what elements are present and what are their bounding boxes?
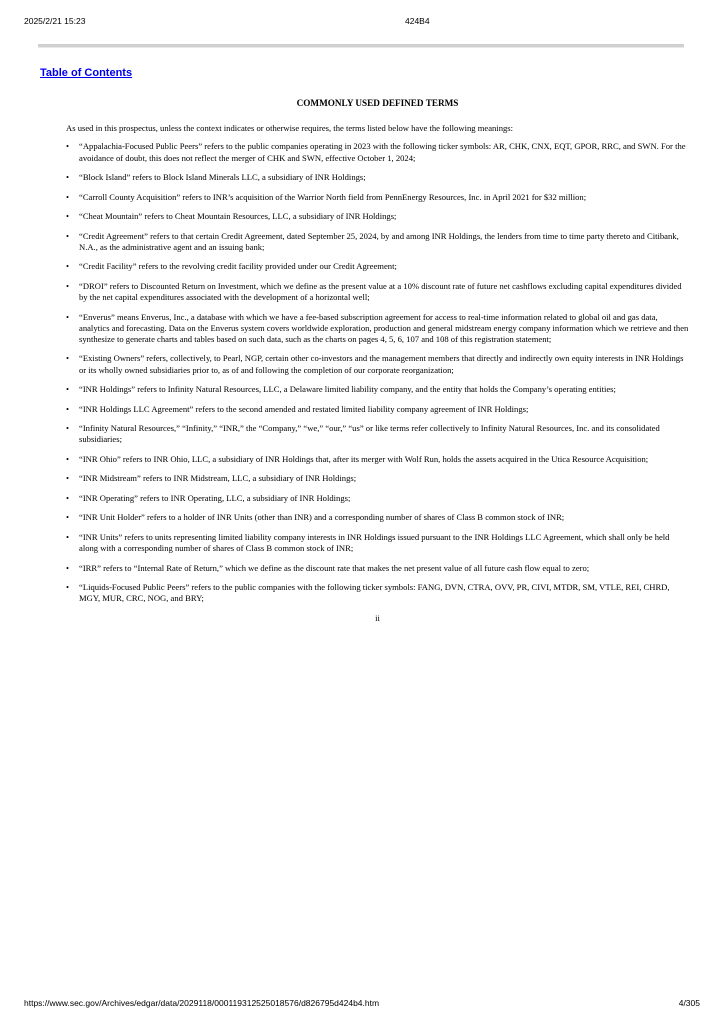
bullet-icon: • xyxy=(66,191,70,202)
bullet-icon: • xyxy=(66,403,70,414)
term-item xyxy=(66,353,689,375)
intro-paragraph: As used in this prospectus, unless the context indicates or otherwise requires, the terms listed below have the following meanings: xyxy=(66,123,514,134)
term-item xyxy=(66,172,689,183)
print-datetime: 2025/2/21 15:23 xyxy=(24,16,86,26)
bullet-icon: • xyxy=(66,492,70,503)
term-text: “Carroll County Acquisition” refers to INR’s acquisition of the Warrior North field from PennEnergy Resources, Inc. in April 2021 for $32 million; xyxy=(79,191,587,202)
header-divider xyxy=(38,44,684,48)
print-doc-id: 424B4 xyxy=(405,16,430,26)
bullet-icon: • xyxy=(66,582,70,593)
term-text: “IRR” refers to “Internal Rate of Return,” which we define as the discount rate that makes the net present value of all future cash flow equal to zero; xyxy=(79,562,590,573)
term-item xyxy=(66,312,689,346)
term-text: “Liquids-Focused Public Peers” refers to the public companies with the following ticker symbols: FANG, DVN, CTRA, OVV, PR, CIVI, MTDR, SM, VTLE, REI, CHRD, MGY, MUR, CRC, NOG, and BRY; xyxy=(79,582,670,604)
table-of-contents-link[interactable]: Table of Contents xyxy=(40,67,133,79)
section-title: COMMONLY USED DEFINED TERMS xyxy=(296,98,459,108)
term-item xyxy=(66,384,689,395)
bullet-icon: • xyxy=(66,453,70,464)
bullet-icon: • xyxy=(66,230,70,241)
print-url: https://www.sec.gov/Archives/edgar/data/2029118/000119312525018576/d826795d424b4.htm xyxy=(24,998,380,1008)
term-text: “Block Island” refers to Block Island Minerals LLC, a subsidiary of INR Holdings; xyxy=(79,172,366,183)
term-text: “Credit Facility” refers to the revolving credit facility provided under our Credit Agreement; xyxy=(79,261,397,272)
term-item xyxy=(66,192,689,203)
term-item xyxy=(66,281,689,303)
term-text: “INR Unit Holder” refers to a holder of INR Units (other than INR) and a corresponding number of shares of Class B common stock of INR; xyxy=(79,512,565,523)
print-page-count: 4/305 xyxy=(678,998,700,1008)
term-item xyxy=(66,563,689,574)
bullet-icon: • xyxy=(66,473,70,484)
term-item xyxy=(66,454,689,465)
term-text: “Existing Owners” refers, collectively, to Pearl, NGP, certain other co-investors and the management members that directly and indirectly own equity interests in INR Holdings or its wholly owned subsidiaries prior to, as of and following the completion of our corporate reorganization; xyxy=(79,353,684,375)
term-text: “Infinity Natural Resources,” “Infinity,” “INR,” the “Company,” “we,” “our,” “us” or like terms refer collectively to Infinity Natural Resources, Inc. and its consolidated subsidiaries; xyxy=(79,423,660,445)
term-text: “INR Holdings” refers to Infinity Natural Resources, LLC, a Delaware limited liability company, and the entity that holds the Company’s operating entities; xyxy=(79,384,616,395)
defined-terms-list xyxy=(66,141,689,604)
term-text: “Credit Agreement” refers to that certain Credit Agreement, dated September 25, 2024, by and among INR Holdings, the lenders from time to time party thereto and Citibank, N.A., as the administrative agent and an issuing bank; xyxy=(79,230,679,252)
bullet-icon: • xyxy=(66,172,70,183)
document-body xyxy=(66,98,689,624)
bullet-icon: • xyxy=(66,423,70,434)
term-text: “DROI” refers to Discounted Return on Investment, which we define as the present value at a 10% discount rate of future net cashflows excluding capital expenditures divided by the net capital expenditures associated with the development of a horizontal well; xyxy=(79,280,682,303)
term-item xyxy=(66,404,689,415)
term-item xyxy=(66,473,689,484)
browser-print-header xyxy=(24,16,700,30)
bullet-icon: • xyxy=(66,280,70,291)
browser-print-footer xyxy=(24,998,700,1012)
bullet-icon: • xyxy=(66,384,70,395)
bullet-icon: • xyxy=(66,353,70,364)
term-text: “INR Holdings LLC Agreement” refers to the second amended and restated limited liability company agreement of INR Holdings; xyxy=(79,403,529,414)
bullet-icon: • xyxy=(66,311,70,322)
term-text: “INR Units” refers to units representing limited liability company interests in INR Holdings issued pursuant to the INR Holdings LLC Agreement, which shall only be held along with a corresponding number of shares of Class B common stock of INR; xyxy=(79,531,670,554)
term-text: “INR Midstream” refers to INR Midstream, LLC, a subsidiary of INR Holdings; xyxy=(79,473,357,484)
term-text: “INR Ohio” refers to INR Ohio, LLC, a subsidiary of INR Holdings that, after its merger with Wolf Run, holds the assets acquired in the Utica Resource Acquisition; xyxy=(79,453,649,464)
bullet-icon: • xyxy=(66,562,70,573)
bullet-icon: • xyxy=(66,211,70,222)
term-item xyxy=(66,582,689,604)
term-item xyxy=(66,261,689,272)
bullet-icon: • xyxy=(66,531,70,542)
bullet-icon: • xyxy=(66,141,70,152)
term-text: “Appalachia-Focused Public Peers” refers to the public companies operating in 2023 with the following ticker symbols: AR, CHK, CNX, EQT, GPOR, RRC, and SWN. For the avoidance of doubt, this does not reflect the merger of CHK and SWN, effective October 1, 2024; xyxy=(79,141,686,163)
page-number: ii xyxy=(375,612,380,623)
term-item xyxy=(66,231,689,253)
term-item xyxy=(66,532,689,554)
term-text: “Cheat Mountain” refers to Cheat Mountain Resources, LLC, a subsidiary of INR Holdings; xyxy=(79,211,397,222)
term-item xyxy=(66,493,689,504)
term-item xyxy=(66,211,689,222)
term-text: “Enverus” means Enverus, Inc., a database with which we have a fee-based subscription agreement for access to real-time information related to global oil and gas data, analytics and forecasting. Data on the Enverus system covers worldwide exploration, production and general midstream energy company information which we retrieve and then synthesize to generate charts and tables based on such data, such as the charts on pages 4, 5, 6, 107 and 108 of this registration statement; xyxy=(79,311,689,344)
term-item xyxy=(66,423,689,445)
term-text: “INR Operating” refers to INR Operating, LLC, a subsidiary of INR Holdings; xyxy=(79,492,351,503)
bullet-icon: • xyxy=(66,261,70,272)
term-item xyxy=(66,512,689,523)
term-item xyxy=(66,141,689,163)
bullet-icon: • xyxy=(66,512,70,523)
